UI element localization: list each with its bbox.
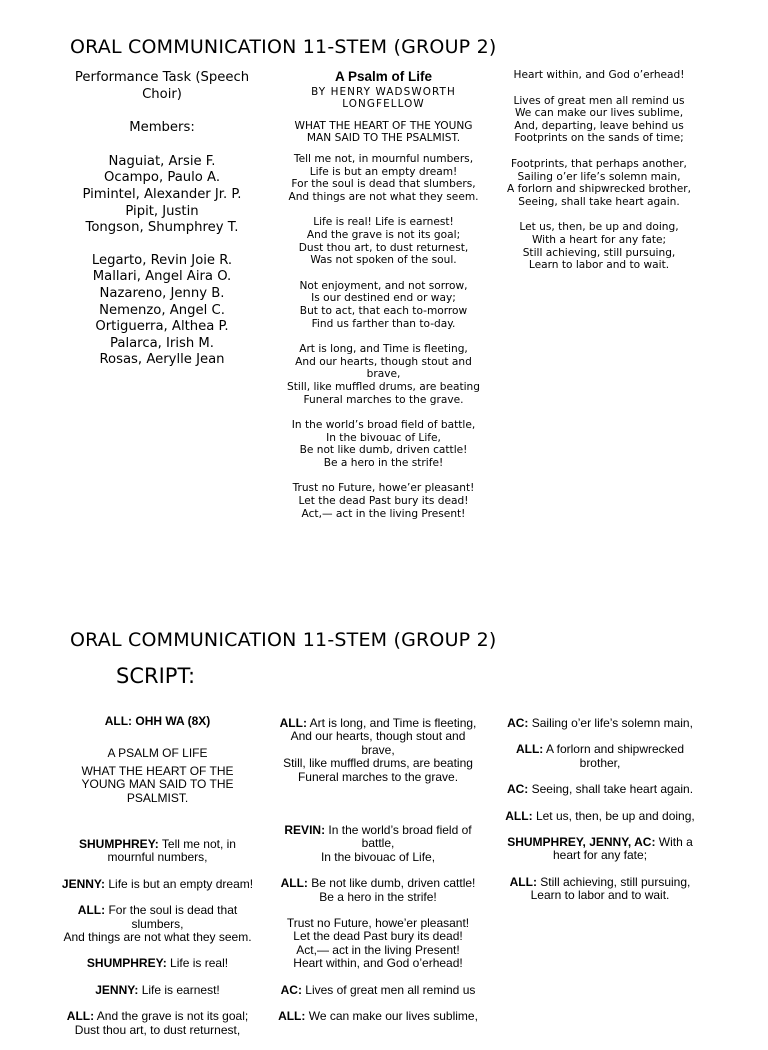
member-name: Legarto, Revin Joie R.: [91, 252, 233, 268]
script-text: Heart within, and God o’erhead!: [293, 956, 463, 971]
poem-column-2: [500, 69, 698, 285]
poem-line: Dust thou art, to dust returnest,: [298, 241, 469, 254]
script-text: For the soul is dead that slumbers,: [108, 903, 238, 931]
script-line: [278, 877, 478, 904]
speaker-label: ALL:: [509, 874, 537, 889]
poem-line: Act,— act in the living Present!: [301, 507, 466, 520]
poem-line: Not enjoyment, and not sorrow,: [299, 279, 468, 292]
script-text: And our hearts, though stout and brave,: [290, 729, 466, 757]
script-text: Lives of great men all remind us: [305, 982, 476, 997]
stanza: [281, 482, 486, 520]
member-name: Mallari, Angel Aira O.: [92, 269, 232, 285]
script-text: We can make our lives sublime,: [308, 1009, 478, 1024]
script-line: [278, 824, 478, 864]
stanza: [281, 343, 486, 406]
script-text: Trust no Future, howe’er pleasant!: [286, 916, 470, 931]
script-line: [500, 810, 700, 823]
script-text: Art is long, and Time is fleeting,: [309, 716, 477, 730]
stanza: [281, 419, 486, 469]
poem-line: Tell me not, in mournful numbers,: [293, 153, 474, 165]
member-name: Palarca, Irish M.: [110, 335, 214, 351]
poem-line: Life is but an empty dream!: [309, 165, 458, 178]
speaker-label: SHUMPHREY, JENNY, AC:: [507, 835, 656, 850]
script-column-3: [500, 717, 700, 916]
page1-header: ORAL COMMUNICATION 11-STEM (GROUP 2): [70, 36, 497, 58]
poem-line: Be not like dumb, driven cattle!: [299, 444, 468, 457]
members-list-a: [62, 154, 262, 237]
speaker-label: JENNY:: [95, 982, 139, 997]
speaker-label: ALL:: [77, 903, 106, 918]
poem-line: For the soul is dead that slumbers,: [291, 178, 476, 191]
stanza: [500, 69, 698, 82]
members-list-b: [62, 253, 262, 369]
stanza: [500, 158, 698, 208]
script-text: A forlorn and shipwrecked brother,: [545, 742, 685, 770]
poem-line: Trust no Future, howe’er pleasant!: [292, 482, 475, 495]
member-name: Nemenzo, Angel C.: [99, 302, 225, 318]
task-title: Performance Task (Speech Choir): [74, 70, 250, 102]
script-text: With a heart for any fate;: [552, 835, 693, 863]
script-text: Life is earnest!: [141, 982, 220, 997]
member-name: Nazareno, Jenny B.: [99, 285, 225, 301]
stanza: [281, 153, 486, 203]
poem-line: Art is long, and Time is fleeting,: [299, 343, 468, 356]
speaker-label: AC:: [506, 782, 529, 797]
script-text: Be not like dumb, driven cattle!: [311, 876, 476, 891]
poem-line: Be a hero in the strife!: [323, 456, 444, 469]
poem-line: Lives of great men all remind us: [513, 94, 685, 107]
speaker-label: SHUMPHREY:: [86, 956, 167, 971]
poem-line: Was not spoken of the soul.: [310, 254, 457, 267]
script-poem-title: A PSALM OF LIFE: [107, 746, 208, 761]
speaker-label: ALL:: [515, 742, 544, 757]
poem-line: Heart within, and God o’erhead!: [513, 69, 685, 81]
poem-line: We can make our lives sublime,: [514, 107, 684, 120]
poem-line: And the grave is not its goal;: [306, 228, 461, 241]
script-text: Seeing, shall take heart again.: [531, 782, 694, 797]
member-name: Pipit, Justin: [125, 203, 199, 219]
poem-line: Footprints, that perhaps another,: [511, 157, 687, 170]
script-line: [60, 838, 255, 865]
speaker-label: AC:: [507, 716, 529, 730]
poem-line: Life is real! Life is earnest!: [313, 216, 454, 229]
script-text: Life is but an empty dream!: [108, 876, 254, 891]
poem-line: In the bivouac of Life,: [326, 431, 441, 444]
script-text: Let us, then, be up and doing,: [535, 808, 695, 823]
poem-line: Sailing o’er life’s solemn main,: [517, 170, 681, 183]
poem-line: Seeing, shall take heart again.: [518, 195, 680, 208]
speaker-label: ALL:: [66, 1009, 95, 1024]
poem-line: With a heart for any fate;: [531, 233, 667, 246]
script-line: [60, 904, 255, 944]
script-text: Still, like muffled drums, are beating: [283, 756, 473, 771]
member-name: Tongson, Shumphrey T.: [85, 220, 239, 236]
speaker-label: AC:: [280, 982, 302, 997]
poem-line: Find us farther than to-day.: [311, 317, 456, 330]
stanza: [281, 216, 486, 266]
stanza: [281, 280, 486, 330]
script-text: Be a hero in the strife!: [319, 889, 437, 904]
script-line: [60, 878, 255, 891]
member-name: Rosas, Aerylle Jean: [99, 352, 225, 368]
poem-line: But to act, that each to-morrow: [299, 304, 468, 317]
script-text: Life is real!: [170, 956, 229, 971]
stanza: [500, 95, 698, 145]
script-column-1: [60, 715, 255, 1050]
speaker-label: ALL:: [505, 808, 533, 823]
script-line: [500, 743, 700, 770]
speaker-label: REVIN:: [284, 823, 326, 838]
speaker-label: SHUMPHREY:: [79, 837, 159, 852]
poem-line: And things are not what they seem.: [288, 190, 479, 203]
script-text: Dust thou art, to dust returnest,: [74, 1022, 241, 1037]
member-name: Naguiat, Arsie F.: [108, 153, 216, 169]
script-line: [60, 957, 255, 970]
poem-line: Still achieving, still pursuing,: [522, 246, 676, 259]
script-line: [278, 984, 478, 997]
script-line: [60, 984, 255, 997]
poem-line: Still, like muffled drums, are beating: [287, 380, 480, 393]
script-line: [500, 717, 700, 730]
poem-line: Let us, then, be up and doing,: [519, 221, 679, 234]
script-poem-subtitle: WHAT THE HEART OF THE YOUNG MAN SAID TO THE PSALMIST.: [81, 763, 234, 805]
script-line: [278, 917, 478, 971]
script-line: [278, 1010, 478, 1023]
script-line: [500, 876, 700, 903]
page2-header: ORAL COMMUNICATION 11-STEM (GROUP 2): [70, 629, 497, 651]
script-text: Act,— act in the living Present!: [296, 942, 460, 957]
speaker-label: JENNY:: [61, 876, 106, 891]
poem-line: Let the dead Past bury its dead!: [298, 495, 469, 508]
poem-line: And our hearts, though stout and brave,: [295, 355, 472, 381]
script-column-2: [278, 717, 478, 1037]
script-text: In the world’s broad field of battle,: [328, 823, 472, 851]
members-column: [62, 70, 262, 369]
script-text: And the grave is not its goal;: [96, 1009, 249, 1024]
members-label: Members:: [129, 120, 195, 136]
script-text: Funeral marches to the grave.: [297, 769, 459, 784]
member-name: Ocampo, Paulo A.: [103, 170, 221, 186]
poem-line: In the world’s broad field of battle,: [291, 419, 476, 432]
script-text: Tell me not, in mournful numbers,: [107, 837, 236, 865]
poem-line: Learn to labor and to wait.: [528, 259, 670, 272]
member-name: Ortiguerra, Althea P.: [95, 319, 229, 335]
poem-subtitle: WHAT THE HEART OF THE YOUNG MAN SAID TO THE PSALMIST.: [294, 119, 473, 145]
script-label: SCRIPT:: [116, 664, 196, 688]
speaker-label: ALL:: [278, 1009, 306, 1024]
poem-title: A Psalm of Life: [334, 69, 433, 84]
script-line: [278, 717, 478, 784]
script-text: Still achieving, still pursuing,: [540, 874, 691, 889]
member-name: Pimintel, Alexander Jr. P.: [82, 186, 242, 202]
script-line: [500, 783, 700, 796]
chant-line: ALL: OHH WA (8X): [104, 714, 211, 728]
speaker-label: ALL:: [279, 716, 307, 730]
poem-line: And, departing, leave behind us: [514, 119, 684, 132]
poem-line: Funeral marches to the grave.: [303, 393, 464, 406]
script-text: Let the dead Past bury its dead!: [293, 929, 463, 944]
stanza: [500, 221, 698, 271]
script-text: Learn to labor and to wait.: [530, 888, 670, 903]
script-line: [500, 836, 700, 863]
poem-line: Is our destined end or way;: [311, 292, 456, 305]
speaker-label: ALL:: [280, 876, 308, 891]
byline: BY HENRY WADSWORTH LONGFELLOW: [311, 86, 456, 111]
script-text: Sailing o’er life’s solemn main,: [531, 716, 693, 730]
script-text: And things are not what they seem.: [63, 930, 252, 945]
script-text: In the bivouac of Life,: [320, 849, 436, 864]
poem-line: Footprints on the sands of time;: [514, 132, 684, 145]
poem-column-1: [281, 69, 486, 533]
poem-line: A forlorn and shipwrecked brother,: [507, 183, 691, 196]
